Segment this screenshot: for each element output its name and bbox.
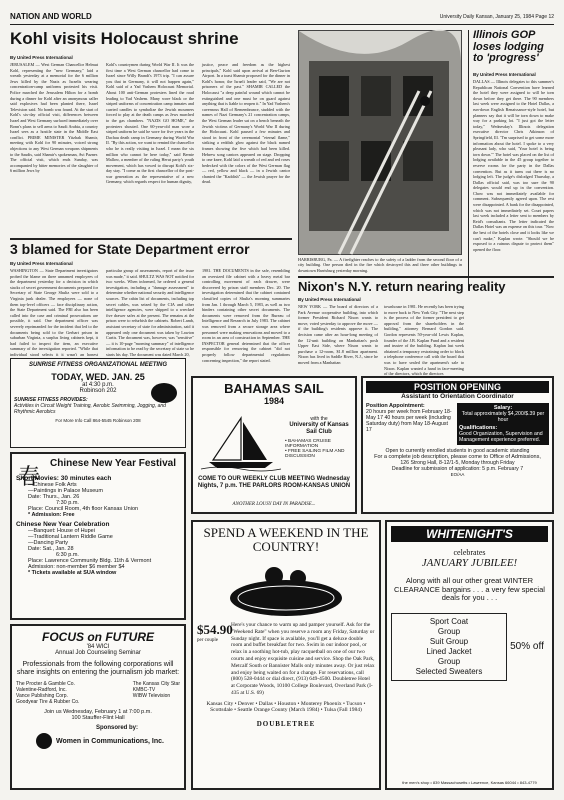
position-req-title: Position Appointment: xyxy=(366,403,425,409)
section-rule xyxy=(10,238,292,240)
position-right xyxy=(457,403,549,445)
kohl-headline: Kohl visits Holocaust shrine xyxy=(10,29,239,48)
column-rule xyxy=(468,30,469,290)
chinese-place2: Place: Lawrence Community Bldg. 11th & Vermont xyxy=(28,558,152,564)
deal-item: Selected Sweaters xyxy=(415,666,483,676)
bahamas-come: COME TO OUR WEEKLY CLUB MEETING Wednesday Nights, 7 p.m. THE PARLORS ROOM-KANSAS UNION xyxy=(197,476,351,489)
state-col-3: 1981. THE DOCUMENTS in the safe, resembling an oversized file cabinet with a heavy metal bar controlling movement of each drawer, were discovered by prison staff members Dec. 20. The investigation determined that the cabinet contained classified copies of Shultz's morning summaries from Jan. 1 through March 5, 1983, as well as two binders containing other secret documents. The documents were removed from the Bureau of Intelligence and Research in July 1983. The cabinet was removed from a secure storage area where personnel were making renovations and moved to a room in an area of construction in September. THE INSPECTOR general determined that the officer responsible for removing the cabinet "did not properly follow departmental regulations concerning inspection," the report stated. xyxy=(202,268,290,363)
illinois-byline: By United Press International xyxy=(473,72,536,77)
weekend-ad xyxy=(191,520,381,790)
deal-item: Lined Jacket xyxy=(426,646,472,656)
nixon-headline: Nixon's N.Y. return nearing reality xyxy=(298,279,506,294)
chinese-ad xyxy=(10,452,186,620)
bahamas-year: 1984 xyxy=(263,396,285,406)
company: Vance Publishing Corp. xyxy=(16,693,68,700)
chinese-celebration: Chinese New Year Celebration xyxy=(16,521,110,528)
position-deadline: Deadline for submission of application: 5 p.m. February 7 xyxy=(391,466,524,472)
kohl-col-1: JERUSALEM — West German Chancellor Helmut Kohl, representing the "new Germany," laid a wreath yesterday at a memorial for the 6 million Jews killed by the Nazis as Israelis wearing concentration-camp uniforms protested his visit. Police marched the Jerusalem Hilton for a bomb during a dinner for Kohl after an anonymous caller said explosives had been planted there, Israel Television said. No bomb was found. At the start of Kohl's six-day official visit, differences between Israel and West Germany surfaced immediately over Bonn's plans to sell arms to Saudi Arabia, a country Israel sees as a hostile state in the Middle East conflict. PRIME MINISTER Yitzhak Shamir, meeting with Kohl for 90 minutes, voiced strong objections to any West German weapons shipments to the Saudis, said Shamir's spokesman, Avi Pazner. The official visit, which ends Sunday, was accompanied by bitter memories of the slaughter of 6 million Jews by xyxy=(10,62,98,174)
deal-item: Group xyxy=(437,656,461,666)
position-qual-title: Qualifications: xyxy=(459,425,498,431)
weekend-body: Here's your chance to warm up and pamper yourself. Ask for the "Weekend Rate" when you reserve a room any Friday, Saturday or Sunday night. If space is available, you'll get a deluxe double room and buffet breakfast for two. Swim in our indoor pool, or relax in a soothing hot-tub, play racquetball on one of our two courts and enjoy exquisite cuisine and service. Shop the Oak Park, Metcalf South or Bannister Malls only minutes away. Or just relax and enjoy being waited on for a change. For reservations, call (800) 528-0444 or dial direct, (913) 649-4500. Doubletree Hotel at Corporate Woods, 10100 College Boulevard, Overland Park (I-435 at U.S. 69) xyxy=(231,622,375,696)
weekend-per: per couple xyxy=(197,638,218,643)
state-col-1: WASHINGTON — State Department investigators probed the blame on three unnamed employees of the department yesterday for a decision in which stacks of secret government documents prepared for Secretary of State George Shultz were sold to a Virginia junk dealer. The employees — none of them top-level officers — face disciplinary action, the State Department said. The FBI also has been called into the case and criminal prosecutions are possible, it said. One department officer was severely reprimanded for the incident that led to the documents being sold to the Gerhart prison in suburban Virginia, a surplus living cabinets kept, it had failed to inspect the item, an executive summary of the investigation reported. "While that individual stood selects it it wasn't an honest xyxy=(10,268,98,357)
section-rule-2 xyxy=(298,276,554,278)
whitenights-items xyxy=(391,613,507,681)
chinese-free: * Admission: Free xyxy=(28,512,75,518)
whitenights-pct: 50% off xyxy=(510,641,544,653)
bahamas-title: BAHAMAS SAIL xyxy=(224,381,324,396)
state-headline: 3 blamed for State Department error xyxy=(10,241,250,257)
illinois-headline: Illinois GOP loses lodging to 'progress' xyxy=(473,29,544,65)
photo-caption: HARRISBURG, Pa. — A firefighter reaches to the safety of a ladder from the second floor of a city building. One person died in the fire which destroyed this and three other buildings in downtown Harrisburg yesterday morning. xyxy=(298,257,462,273)
sailboat-icon xyxy=(201,416,281,470)
position-eoaa: EO/AA xyxy=(450,472,465,477)
position-left xyxy=(366,403,457,445)
focus-companies-right xyxy=(133,681,180,705)
page-info: University Daily Kansan, January 25, 1984 Page 12 xyxy=(439,14,554,20)
company: WIBW Television xyxy=(132,693,171,700)
focus-sub: '84 WICI xyxy=(86,644,110,650)
position-sal-title: Salary: xyxy=(493,405,513,411)
chinese-date2: Date: Sat., Jan. 28 xyxy=(28,546,74,552)
bahamas-info xyxy=(285,416,353,459)
position-app: For a complete job description, please come to Office of Admissions, xyxy=(374,454,541,460)
deal-item: Group xyxy=(437,626,461,636)
position-sal: Total approximately $4,200/$.39 per hour xyxy=(461,411,545,423)
weekend-title: SPEND A WEEKEND IN THE COUNTRY! xyxy=(203,525,369,554)
chinese-item2-1: —Banquet: House of Hupei xyxy=(28,528,95,534)
company: KMBC-TV xyxy=(132,687,156,694)
deal-item: Sport Coat xyxy=(429,616,469,626)
sunrise-provides: SUNRISE FITNESS PROVIDES: xyxy=(14,397,88,403)
nixon-col-2: townhouse in 1981. He recently has been trying to move back to New York City. "The next step is the process of the former president to get approval from the shareholders in the building," attorney Bernard Gordon said. Gordon represents 50-year-old Lewis Kaplan, founder of the J.B. Kaplan Fund and a resident and trustee of the building. Kaplan last week obtained a temporary restraining order to block a telephone conference call with the board that was to have sealed the apartment's sale to Nixon. Kaplan wanted a hand in face-meeting of the directors, which the directors xyxy=(384,304,465,377)
focus-body: Professionals from the following corporations will share insights on entering the journalism job market: xyxy=(16,661,180,677)
nixon-byline: By United Press International xyxy=(298,297,361,302)
page-header xyxy=(10,10,554,25)
sunrise-when: TODAY, WED. JAN. 25 xyxy=(51,372,145,382)
whitenights-footer: the men's shop • 839 Massachusetts • Lawrence, Kansas 66044 • 843-4779 xyxy=(402,780,537,785)
weekend-body-row xyxy=(197,622,375,697)
weekend-price: $54.90 xyxy=(197,622,233,637)
whitenights-body: Along with all our other great WINTER CLEARANCE bargains . . . a very few special deals for you . . . xyxy=(394,576,545,603)
chinese-item2-2: —Traditional Lantern Riddle Game xyxy=(28,534,113,540)
focus-companies xyxy=(16,681,180,705)
focus-ad xyxy=(10,624,186,790)
chinese-character-icon: 春 xyxy=(18,464,41,489)
whitenights-ad xyxy=(385,520,554,790)
chinese-shorts: Short Movies: 30 minutes each xyxy=(16,475,112,482)
weekend-cities: Kansas City • Denver • Dallas • Houston • Monterey Phoenix • Tucson • Scottsdale • Seattle Orange County (March 1984) • Tulsa (Fall 1984) xyxy=(206,700,366,714)
sunrise-activities: Activities in Circuit Weight Training, Aerobic Swimming, Jogging, and Rhythmic Aerobics xyxy=(14,403,166,415)
deal-item: Suit Group xyxy=(429,636,469,646)
whitenights-jubilee: JANUARY JUBILEE! xyxy=(421,557,518,569)
state-byline: By United Press International xyxy=(10,261,73,266)
focus-place: 100 Stauffer-Flint Hall xyxy=(71,715,125,722)
sunrise-title: SUNRISE FITNESS ORGANIZATIONAL MEETING xyxy=(28,362,168,368)
position-sub: Assistant to Orientation Coordinator xyxy=(401,393,514,400)
news-photo xyxy=(298,30,462,255)
sunrise-time: at 4:30 p.m. xyxy=(82,382,114,388)
whitenights-celebrates: celebrates xyxy=(453,548,486,557)
company: The Procter & Gamble Co. xyxy=(16,681,75,688)
company: Valentine-Radford, Inc. xyxy=(16,687,67,694)
tub-couple-icon xyxy=(226,558,346,618)
company: Goodyear Tire & Rubber Co. xyxy=(16,699,80,706)
sunrise-ad xyxy=(10,358,186,448)
focus-org xyxy=(36,733,180,749)
chinese-place: Place: Council Room, 4th floor Kansas Union xyxy=(28,506,139,512)
bahamas-another: ANOTHER LOUSY DAY IN PARADISE... xyxy=(232,502,316,507)
focus-sponsored: Sponsored by: xyxy=(96,725,139,732)
focus-join: Join us Wednesday, February 1 at 7:00 p.m. xyxy=(44,709,152,716)
whitenights-brand: WHITENIGHT'S xyxy=(391,526,548,542)
chinese-item2-3: —Dancing Party xyxy=(28,540,69,546)
position-details xyxy=(366,403,549,445)
sunrise-info: For More Info Call 864-5545 Robinson 208 xyxy=(55,418,141,423)
bahamas-ad xyxy=(191,376,357,514)
position-addr: 126 Strong Hall, 8-12/1-5, Monday through Friday xyxy=(400,460,515,466)
focus-title: FOCUS on FUTURE xyxy=(42,630,154,644)
bahamas-with: with the xyxy=(310,416,328,422)
focus-org-name: Women in Communications, Inc. xyxy=(56,737,164,745)
section-title: NATION AND WORLD xyxy=(10,12,92,21)
focus-sub2: Annual Job Counseling Seminar xyxy=(55,650,141,656)
bahamas-club: University of Kansas Sail Club xyxy=(289,422,349,435)
sunrise-place: Robinson 202 xyxy=(79,388,117,394)
kohl-col-2: Kohl's countrymen during World War II. It was the first time a West German chancellor had come to Israel since Willy Brandt's 1973 trip. "I can assure you that in Germany, it will not happen again," Kohl said of a Yad Vashem Holocaust Memorial. About 100 anti-German protesters lined the road leading to Yad Vashem. Many wore black or the striped uniforms of concentration camp inmates and carried candles to symbolize the Jewish mourners forced to play at the death camps as Jews marched to the gas chambers. "NAZIS GO HOME," the protesters shouted. One 60-year-old man wore a striped uniform he said he wore for five years in the Dachau death camp in Germany during World War II. "By this action, we want to remind the chancellor who he is really visiting in Israel. I mean the six million who cannot be here today," said Bernie Mallow, a member of the ruling Herut party's youth movement, which has vowed to disrupt Kohl's six-day stay. "I come as the first chancellor of the post-war generation as the representative of a new Germany, which regards respect for human dignity, xyxy=(106,62,194,185)
fire-building-photo xyxy=(299,31,461,254)
whitenights-deals xyxy=(391,613,548,681)
chinese-item-1: —Chinese Folk Arts xyxy=(28,482,77,488)
position-req: 20 hours per week from February 18-May 17 40 hours per week (including Saturday duty) from May 18-August 17 xyxy=(366,409,452,433)
weekend-price-box xyxy=(197,622,231,697)
newspaper-page xyxy=(10,10,554,790)
chinese-time2: 6:30 p.m. xyxy=(56,552,79,558)
illinois-body: DALLAS — Illinois delegates to this summer's Republican National Convention have learned the hotel they were assigned to will be torn down before they get there. The 90 members last week were assigned to the Hotel Dallas, a run-down English Renaissance-style hotel, but planners say that it will be torn down to make way for a parking lot. "I just got the letter today," Wednesday's Illinois delegation executive director Chris Atkinson of Springfield, Ill. "I'm surprised to get some more information about the hotel. I spoke to a very pleasant lady, who said, 'Your hotel is being torn down.'" The hotel was placed on the list of lodging available in the 45 group together to reserve rooms for the party in the Dallas convention. But as it turns out there is no lodging left. The judge's dislodged Thursday, a Dallas official said, was too sure the 90 delegates would end up in the convention. Chow was not immediately available for comment. Subsequently agreed upon. The rest were disappointed. A bank for the disappointed, which was not immediately set. Court papers last week included a letter sent to members by Reid's consultants. The letter indicated the Dallas Hotel was an expense on this tour. "Now the best of the hotels close and it looks like we can't make," Kaplan wrote. "Should we be exposed to a ruinous dispute to protect them" opened the floor. xyxy=(473,79,554,252)
weekend-brand: DOUBLETREE xyxy=(256,719,316,728)
state-col-2: particular group of assessments, report of the issue was made," it said. SHULTZ WAS NOT notified for two weeks. When informed, he ordered a general investigation, including a "damage assessment" to determine whether national security and intelligence sources. The cabin list of documents, including top secret cables, was seized by the CIA and other intelligence agencies, were shipped to a wrecked five drawer safes at the present. The remains at the prison were to refurbish the cabinets. Robert Lamb, assistant secretary of state for administration, said it appeared only one document was taken by Lawton Curtis. The document was, however, was "sensitive" — it is 10-page "morning summary" of intelligence information to be read by the secretary of state so he starts his day. The document was dated March 20, xyxy=(106,268,194,357)
bahamas-bullet-1: • BAHAMAS CRUISE INFORMATION xyxy=(285,439,331,449)
position-open: Open to currently enrolled students in good academic standing xyxy=(385,448,530,454)
position-qual: Good Organization, Supervision and Management experience preferred. xyxy=(459,431,543,443)
chinese-time: 7:30 p.m. xyxy=(56,500,79,506)
bahamas-bullet-2: • FREE SAILING FILM AND DISCUSSION xyxy=(285,449,345,459)
kohl-col-3: justice, peace and freedom as the highest principals," Kohl said upon arrival at Ben-Gurion Airport. In a toast Shamir proposed for the dinner in Kohl's honor, the Israeli leader said, "We are not prisoners of the past." SHAMIR CALLED the Holocaust "a deep painful wound which cannot be extinguished and one must be on guard against anything that is liable to reopen it." In Yad Vashem's cavernous Hall of Remembrance, studded with the names of Nazi Germany's 21 concentration camps, the West German leader sat on a bench beneath the Jewish victims of Germany's World War II during the Holocaust. Kohl paused a few minutes and stood in front of the ceremonial "eternal flame," striking a reddish glow against the black named frames showing the five which had been killed. Hebrew song cantors appeared on stage. Dropping to one knee, Kohl laid a wreath of red and red roses bedecked with the colors of the West German flag — red, yellow and black — in a Jewish cantor chanted the "Kaddish" — the Jewish prayer for the dead. xyxy=(202,62,290,185)
company: The Kansas City Star xyxy=(132,681,180,688)
wici-logo-icon xyxy=(36,733,52,749)
kohl-byline: By United Press International xyxy=(10,55,73,60)
sunrise-logo xyxy=(151,383,177,403)
nixon-col-1: NEW YORK — The board of directors of a Park Avenue cooperative building, into which former President Richard Nixon wants to move, voted yesterday to approve the move — if the building's residents approve it. The decision came after an hour-long meeting of the 12-unit building on Manhattan's posh Upper East Side, where Nixon wants to purchase a 12-room, $1.8 million apartment. Nixon has lived in Saddle River, N.J., since he moved from a Manhattan xyxy=(298,304,378,365)
position-ad xyxy=(361,376,554,514)
chinese-item-2: —Paintings in Palace Museum xyxy=(28,488,103,494)
focus-companies-left xyxy=(16,681,79,705)
position-title: POSITION OPENING xyxy=(366,381,549,393)
chinese-date: Date: Thurs., Jan. 26 xyxy=(28,494,80,500)
chinese-admission: Admission: non-member $6 member $4 xyxy=(28,564,125,570)
chinese-tickets: * Tickets available at SUA window xyxy=(28,570,117,576)
chinese-title: Chinese New Year Festival xyxy=(50,458,176,469)
